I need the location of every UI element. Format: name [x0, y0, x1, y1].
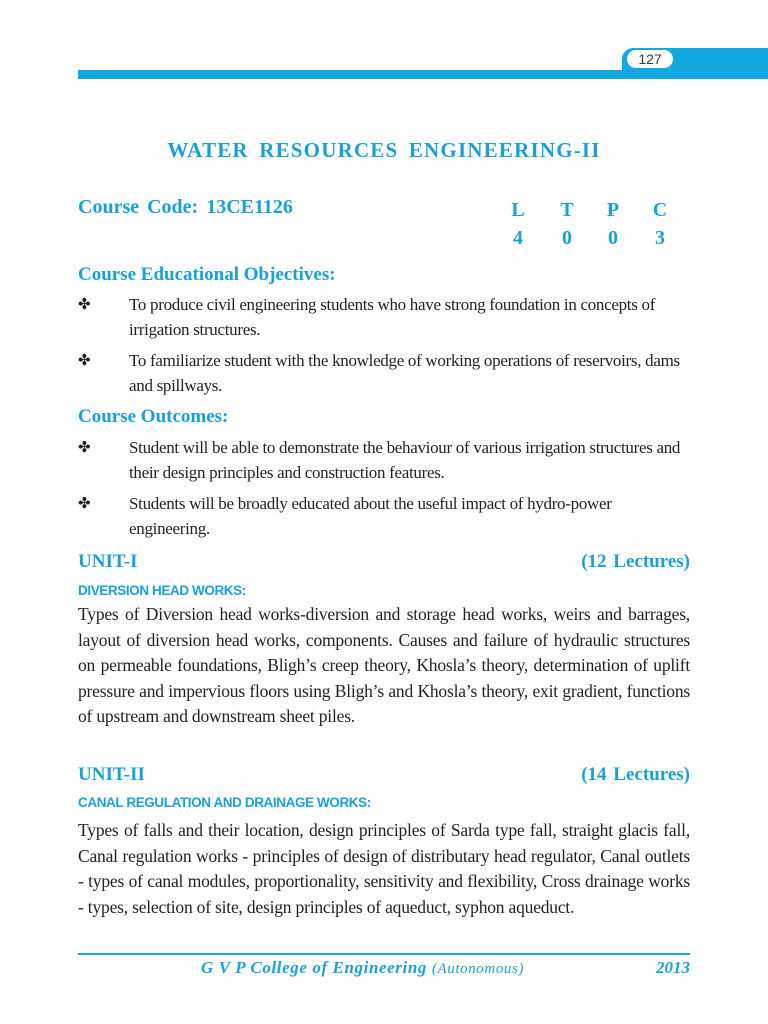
ltpc-column-p — [603, 196, 623, 252]
ltpc-head: T — [560, 199, 574, 221]
list-item — [78, 348, 692, 398]
ltpc-value: 3 — [655, 227, 665, 249]
course-title: WATER RESOURCES ENGINEERING-II — [167, 138, 601, 162]
unit-2-heading — [78, 764, 690, 786]
unit-1-heading — [78, 551, 690, 573]
bullet-icon: ✤ — [78, 438, 91, 456]
unit-lectures: (12 Lectures) — [581, 551, 690, 572]
ltpc-head: P — [606, 199, 620, 221]
ltpc-head: L — [511, 199, 525, 221]
unit-2-topic: CANAL REGULATION AND DRAINAGE WORKS: — [78, 795, 371, 810]
ltpc-column-l — [508, 196, 528, 252]
ltpc-column-t — [557, 196, 577, 252]
course-code: Course Code: 13CE1126 — [78, 196, 293, 218]
unit-2-content: Types of falls and their location, design principles of Sarda type fall, straight glacis fall, Canal regulation works - principles of design of distributary head regulator, Canal outlets - types of canal modules, proportionality, sensitivity and flexibility, Cross drainage works - types, selection of site, design principles of aqueduct, syphon aqueduct. — [78, 820, 690, 917]
autonomous-label: (Autonomous) — [431, 961, 525, 977]
list-item — [78, 292, 692, 342]
objectives-list — [78, 292, 692, 404]
unit-lectures: (14 Lectures) — [581, 764, 690, 785]
page-footer — [78, 958, 690, 982]
list-item — [78, 435, 692, 485]
bullet-icon: ✤ — [78, 494, 91, 512]
bullet-icon: ✤ — [78, 351, 91, 369]
outcomes-list — [78, 435, 692, 547]
unit-title: UNIT-I — [78, 551, 138, 572]
ltpc-value: 0 — [608, 227, 618, 249]
ltpc-head: C — [652, 199, 668, 221]
footer-year: 2013 — [656, 958, 690, 977]
unit-title: UNIT-II — [78, 764, 145, 785]
list-item-text: Student will be able to demonstrate the behaviour of various irrigation structures and their design principles and construction features. — [129, 438, 681, 482]
unit-1-content: Types of Diversion head works-diversion and storage head works, weirs and barrages, layout of diversion head works, components. Causes and failure of hydraulic structures on permeable foundations, Bligh’s creep theory, Khosla’s theory, determination of uplift pressure and impervious floors using Bligh’s and Khosla’s theory, exit gradient, functions of upstream and downstream sheet piles. — [78, 604, 690, 726]
bullet-icon: ✤ — [78, 295, 91, 313]
list-item — [78, 491, 692, 541]
footer-rule — [78, 953, 690, 955]
list-item-text: Students will be broadly educated about the useful impact of hydro-power engineering. — [129, 494, 612, 538]
header-rule — [78, 70, 768, 79]
page-number: 127 — [627, 50, 673, 68]
list-item-text: To produce civil engineering students who have strong foundation in concepts of irrigation structures. — [129, 295, 656, 339]
footer-college — [201, 958, 524, 978]
list-item-text: To familiarize student with the knowledge of working operations of reservoirs, dams and spillways. — [129, 351, 680, 395]
outcomes-heading: Course Outcomes: — [78, 406, 229, 427]
ltpc-value: 4 — [513, 227, 523, 249]
unit-1-topic: DIVERSION HEAD WORKS: — [78, 583, 246, 598]
objectives-heading: Course Educational Objectives: — [78, 264, 336, 285]
ltpc-column-c — [650, 196, 670, 252]
college-name: G V P College of Engineering — [201, 958, 428, 977]
ltpc-value: 0 — [562, 227, 572, 249]
